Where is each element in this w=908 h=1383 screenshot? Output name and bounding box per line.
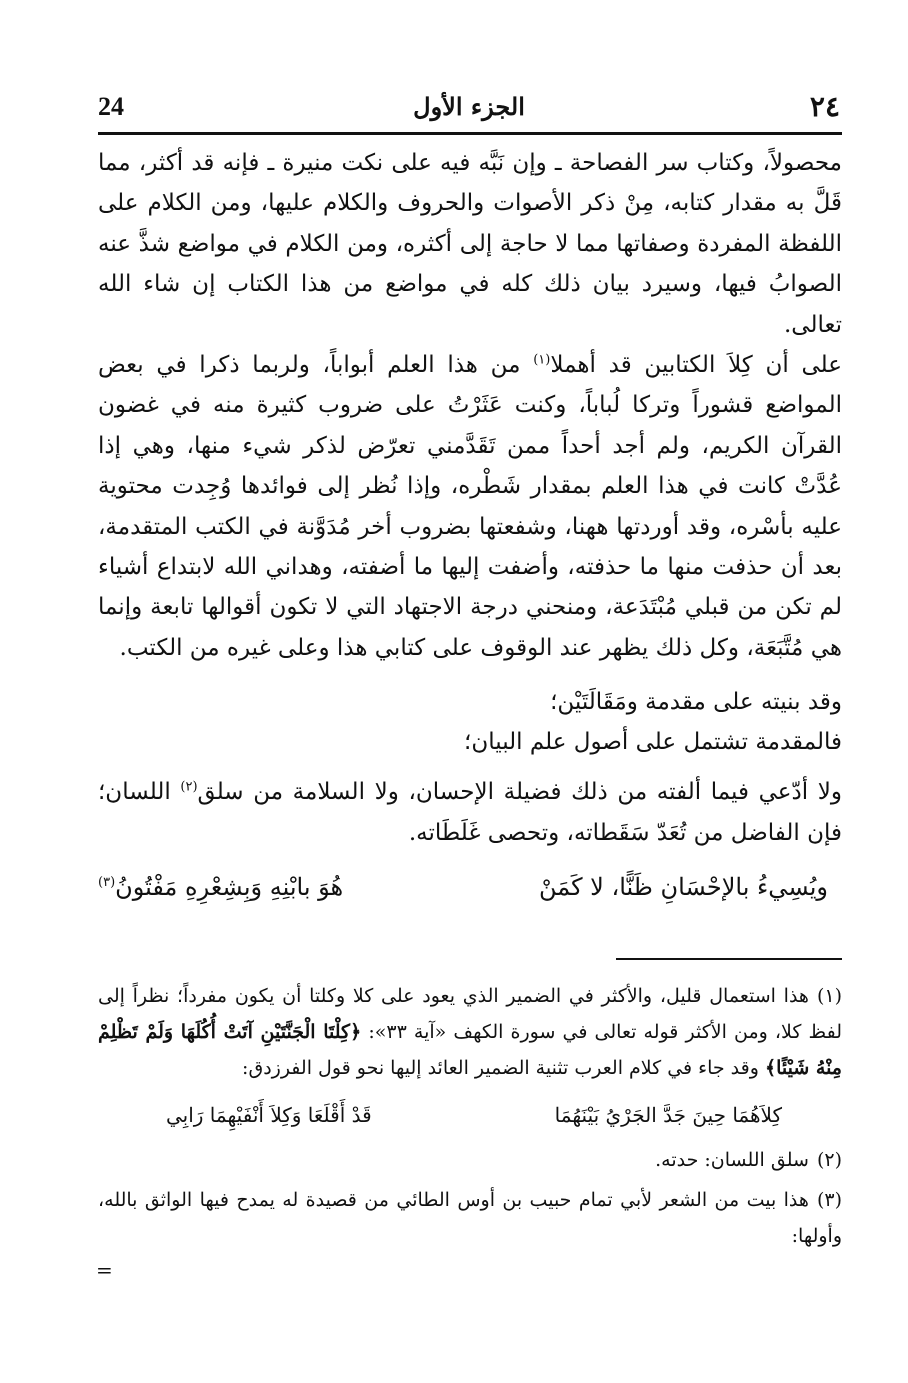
page-number: 24: [98, 92, 124, 121]
verse-first-hemistich: ويُسِيءُ بالإحْسَانِ ظَنًّا، لا كَمَنْ: [538, 873, 828, 902]
footnote-1-quran: ﴿كِلْتَا الْجَنَّتَيْنِ آتَتْ أُكُلَهَا وَلَمْ تَظْلِمْ مِنْهُ شَيْئًا﴾: [98, 1021, 842, 1079]
page-number-arabic: ٢٤: [809, 90, 840, 123]
footnote-1: [98, 978, 842, 1086]
footnotes: [98, 978, 842, 1254]
poetry-verse: [98, 865, 842, 909]
footnote-1-verse: [98, 1092, 842, 1138]
main-text: [98, 143, 842, 909]
verse-second-hemistich-wrap: [98, 865, 343, 909]
footnote-ref-3: (٣): [98, 875, 116, 891]
footnote-3: [98, 1182, 842, 1254]
footnote-ref-2: (٢): [180, 779, 198, 795]
continuation-mark: =: [96, 1258, 113, 1282]
paragraph-1: محصولاً، وكتاب سر الفصاحة ـ وإن نَبَّه فيه على نكت منيرة ـ فإنه قد أكثر، مما قَلَّ به مقدار كتابه، مِنْ ذكر الأصوات والحروف والكلام عليها، ومن الكلام على اللفظة المفردة وصفاتها مما لا حاجة إلى أكثره، ومن الكلام في مواضع شذَّ عنه الصوابُ فيها، وسيرد بيان ذلك كله في مواضع من هذا الكتاب إن شاء الله تعالى.: [98, 150, 842, 338]
footnote-1-text-2: وقد جاء في كلام العرب تثنية الضمير العائد إليها نحو قول الفرزدق:: [242, 1057, 765, 1079]
footnote-2-number: (٢): [816, 1149, 842, 1171]
footnote-1-number: (١): [816, 985, 842, 1007]
paragraph-2-start: على أن كِلاَ الكتابين قد أهملا: [550, 352, 842, 379]
structure-line-2: فالمقدمة تشتمل على أصول علم البيان؛: [464, 729, 842, 756]
footnote-2-text: سلق اللسان: حدته.: [655, 1149, 809, 1171]
footnote-verse-first: كِلاَهُمَا حِينَ جَدَّ الجَرْيُ بَيْنَهُمَا: [554, 1103, 782, 1127]
spacer: [98, 762, 842, 772]
footnote-2: [98, 1142, 842, 1178]
paragraph-2-rest: من هذا العلم أبواباً، ولربما ذكرا في بعض المواضع قشوراً وتركا لُباباً، وكنت عَثَرْتُ على ضروب كثيرة منه في غضون القرآن الكريم، ولم أجد أحداً ممن تَقَدَّمني تعرّض لذكر شيء منها، وهي إذا عُدَّتْ كانت في هذا العلم بمقدار شَطْره، وإذا نُظر إلى فوائدها وُجِدت محتوية عليه بأسْره، وقد أوردتها ههنا، وشفعتها بضروب أخر مُدَوَّنة في الكتب المتقدمة، بعد أن حذفت منها ما حذفته، وأضفت إليها ما أضفته، وهداني الله لابتداع أشياء لم تكن من قبلي مُبْتَدَعة، ومنحني درجة الاجتهاد التي لا تكون أقوالها تابعة وإنما هي مُتَّبَعَة، وكل ذلك يظهر عند الوقوف على كتابي هذا وعلى غيره من الكتب.: [98, 352, 842, 661]
running-title: الجزء الأول: [413, 92, 525, 121]
footnote-1-text: هذا استعمال قليل، والأكثر في الضمير الذي يعود على كلا وكلتا أن يكون مفرداً؛ نظراً إلى لفظ كلا، ومن الأكثر قوله تعالى في سورة الكهف «آية ٣٣»:: [98, 985, 842, 1043]
footnote-ref-1: (١): [533, 352, 551, 368]
paragraph-2: [98, 345, 842, 668]
spacer: [98, 668, 842, 682]
structure-line-1: وقد بنيته على مقدمة ومَقَالَتَيْن؛: [550, 689, 842, 716]
footnote-3-text: هذا بيت من الشعر لأبي تمام حبيب بن أوس الطائي من قصيدة له يمدح فيها الواثق بالله، وأولها:: [98, 1189, 842, 1247]
verse-second-hemistich: هُوَ بابْنِهِ وَبِشِعْرِهِ مَفْتُونُ: [115, 873, 344, 902]
footnote-verse-second: قَدْ أَقْلَعَا وَكِلاَ أَنْفَيْهِمَا رَابِي: [166, 1103, 372, 1127]
footnote-3-number: (٣): [816, 1189, 842, 1211]
page-header: [98, 82, 840, 130]
paragraph-3-rest: اللسان؛ فإن الفاضل من تُعَدّ سَقَطاته، وتحصى غَلَطَاته.: [98, 779, 842, 846]
header-rule: [98, 132, 842, 135]
footnote-separator: [616, 958, 842, 960]
paragraph-3: [98, 772, 842, 853]
paragraph-3-start: ولا أدّعي فيما ألفته من ذلك فضيلة الإحسان، ولا السلامة من سلق: [197, 779, 842, 806]
